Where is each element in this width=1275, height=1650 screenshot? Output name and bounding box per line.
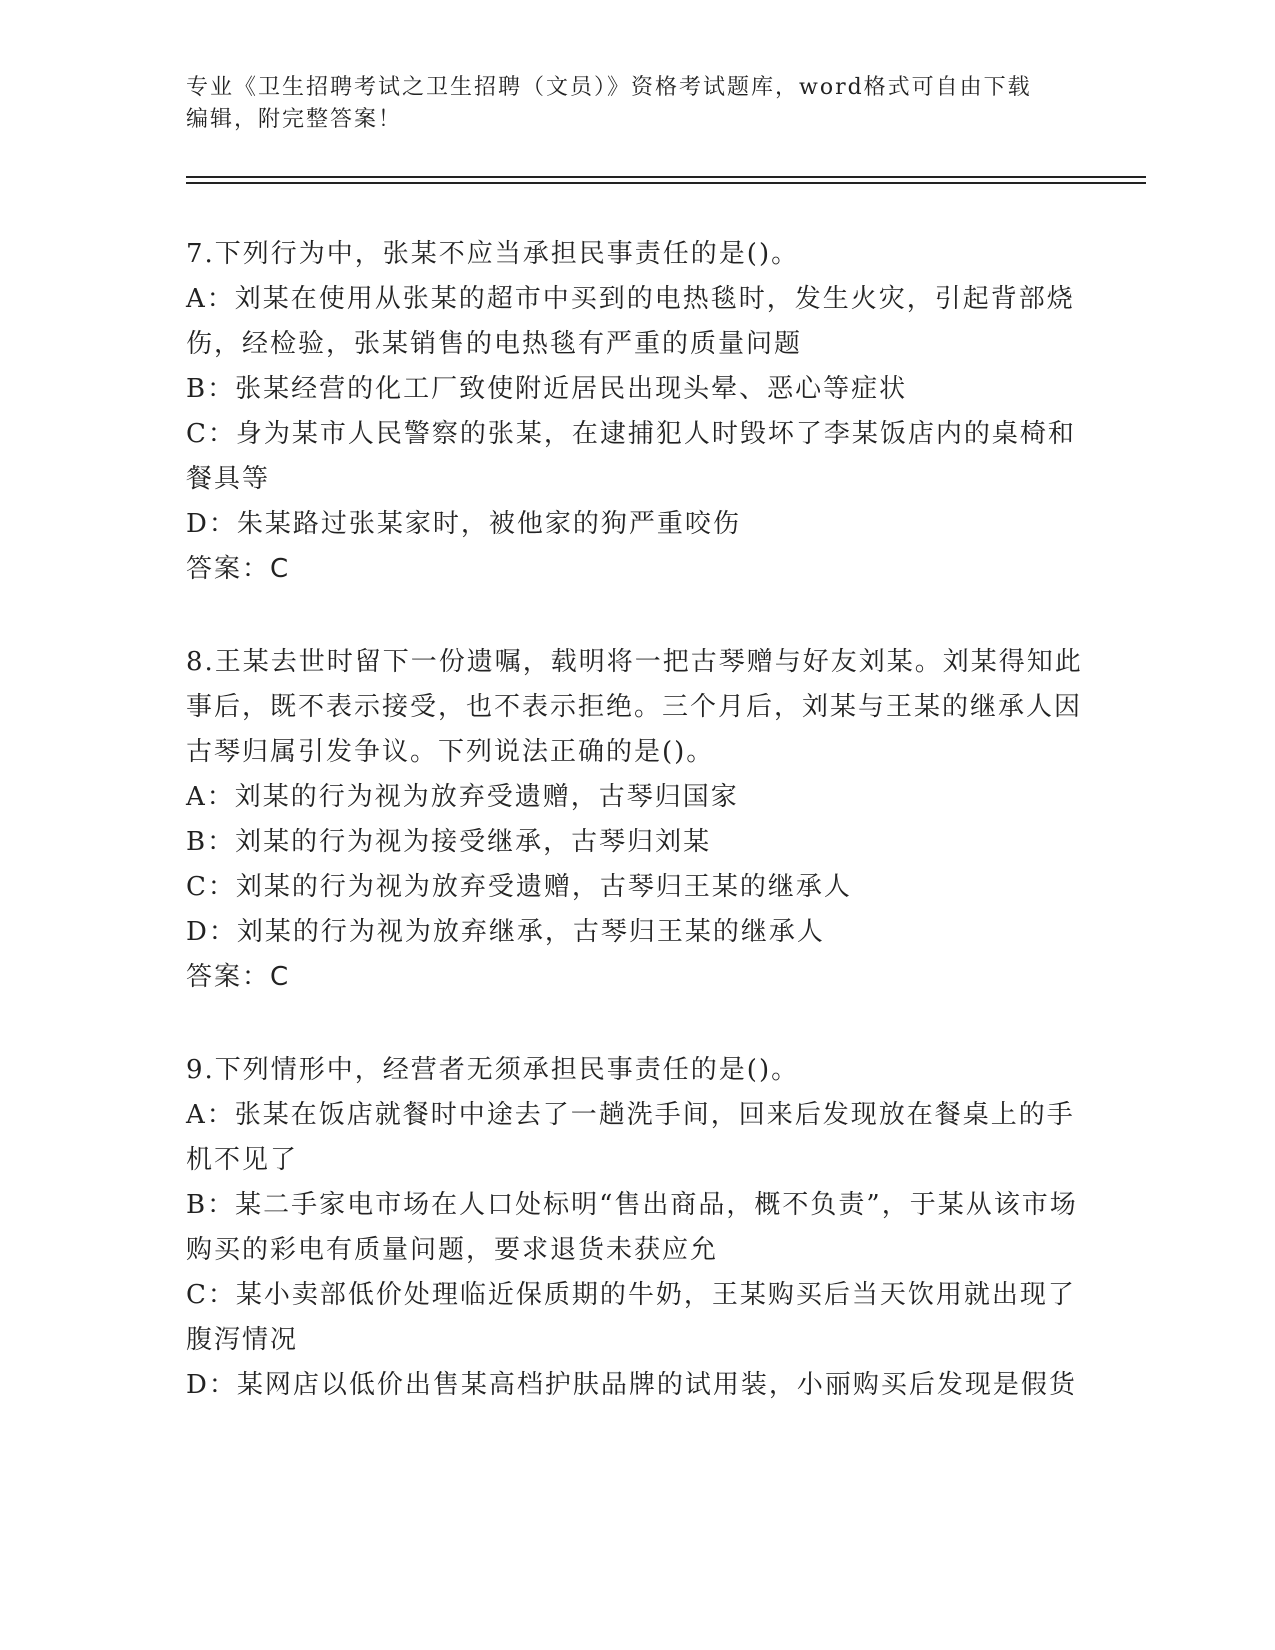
header-line-2: 编辑，附完整答案！ [186, 107, 403, 132]
answer-line: 答案：C [186, 554, 291, 584]
option-b: B：张某经营的化工厂致使附近居民出现头晕、恶心等症状 [186, 374, 908, 404]
option-a: A：刘某在使用从张某的超市中买到的电热毯时，发生火灾，引起背部烧伤，经检验，张某销售的电热毯有严重的质量问题 [186, 284, 1075, 359]
option-d: D：某网店以低价出售某高档护肤品牌的试用装，小丽购买后发现是假货 [186, 1370, 1077, 1400]
option-d: D：朱某路过张某家时，被他家的狗严重咬伤 [186, 509, 741, 539]
document-header [186, 72, 1086, 136]
option-d: D：刘某的行为视为放弃继承，古琴归王某的继承人 [186, 917, 825, 947]
header-divider-top [186, 176, 1146, 178]
option-a: A：张某在饭店就餐时中途去了一趟洗手间，回来后发现放在餐桌上的手机不见了 [186, 1100, 1075, 1175]
question-stem: 7.下列行为中，张某不应当承担民事责任的是()。 [186, 239, 800, 269]
option-c: C：身为某市人民警察的张某，在逮捕犯人时毁坏了李某饭店内的桌椅和餐具等 [186, 419, 1076, 494]
question-7 [186, 232, 1086, 592]
question-8 [186, 640, 1086, 1000]
header-line-1: 专业《卫生招聘考试之卫生招聘（文员）》资格考试题库，word格式可自由下载 [186, 75, 1032, 100]
question-stem: 8.王某去世时留下一份遗嘱，载明将一把古琴赠与好友刘某。刘某得知此事后，既不表示接受，也不表示拒绝。三个月后，刘某与王某的继承人因古琴归属引发争议。下列说法正确的是()。 [186, 647, 1083, 767]
option-b: B：某二手家电市场在人口处标明“售出商品，概不负责”，于某从该市场购买的彩电有质量问题，要求退货未获应允 [186, 1190, 1078, 1265]
answer-line: 答案：C [186, 962, 291, 992]
question-list [186, 232, 1086, 1456]
option-a: A：刘某的行为视为放弃受遗赠，古琴归国家 [186, 782, 739, 812]
question-stem: 9.下列情形中，经营者无须承担民事责任的是()。 [186, 1055, 800, 1085]
option-c: C：某小卖部低价处理临近保质期的牛奶，王某购买后当天饮用就出现了腹泻情况 [186, 1280, 1076, 1355]
option-b: B：刘某的行为视为接受继承，古琴归刘某 [186, 827, 712, 857]
header-divider-bottom [186, 182, 1146, 184]
question-9 [186, 1048, 1086, 1408]
option-c: C：刘某的行为视为放弃受遗赠，古琴归王某的继承人 [186, 872, 852, 902]
